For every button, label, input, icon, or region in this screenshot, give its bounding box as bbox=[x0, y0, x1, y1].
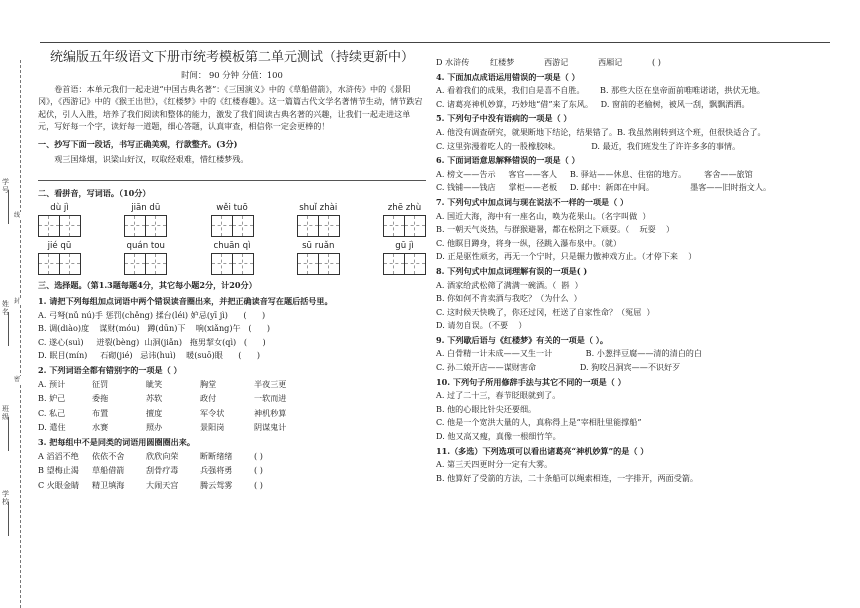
binding-label-name: 姓名 bbox=[2, 300, 9, 316]
character-box[interactable] bbox=[232, 253, 254, 275]
pinyin-group bbox=[38, 202, 81, 237]
character-box[interactable] bbox=[318, 215, 340, 237]
character-box[interactable] bbox=[145, 215, 167, 237]
copy-passage: 观三国烽烟，识梁山好汉，叹取经艰难，惜红楼梦残。 bbox=[54, 154, 249, 165]
q3-cell: D 水浒传 bbox=[436, 57, 470, 67]
q3-cell: ( ) bbox=[652, 57, 661, 67]
binding-blank-line bbox=[8, 502, 9, 536]
q3-cell: 大闹天宫 bbox=[146, 479, 179, 490]
pinyin-label: sū ruǎn bbox=[302, 241, 335, 252]
pinyin-group bbox=[124, 202, 167, 237]
q2-cell: 景阳岗 bbox=[200, 422, 225, 433]
question-4: 4. 下面加点成语运用错误的一项是（ ） bbox=[436, 71, 580, 82]
q3-cell: 精卫填海 bbox=[92, 479, 125, 490]
q2-option-row[interactable] bbox=[38, 421, 426, 434]
q2-cell: 半夜三更 bbox=[254, 378, 287, 389]
pinyin-group bbox=[383, 202, 426, 237]
q1-option[interactable]: B. 调(diào)度 谋财(móu) 蹲(dūn)下 响(xiǎng)午 ( ) bbox=[38, 323, 271, 334]
q3-cell: 腾云驾雾 bbox=[200, 479, 233, 490]
q2-cell: 擅度 bbox=[146, 407, 163, 418]
q2-cell: 政付 bbox=[200, 393, 217, 404]
section-3-title: 三、选择题。（第1.3题每题4分，其它每小题2分，计20分） bbox=[38, 280, 257, 291]
right-column bbox=[436, 56, 830, 485]
q2-option-row[interactable] bbox=[38, 392, 426, 405]
pinyin-label: jié qū bbox=[47, 241, 72, 252]
question-2: 2. 下列词语全都有错别字的一项是（ ） bbox=[38, 364, 182, 375]
q2-cell: 照办 bbox=[146, 422, 163, 433]
q3-cell: B 望梅止渴 bbox=[38, 465, 79, 476]
q3-option-row[interactable] bbox=[38, 464, 426, 477]
question-3: 3. 把每组中不是同类的词语用圆圈圈出来。 bbox=[38, 436, 195, 447]
q1-option[interactable]: A. 弓弩(nǔ nú)手 惩罚(chěng) 揉台(léi) 妒忌(yī jì) ( ) bbox=[38, 309, 266, 320]
binding-label-school: 学校 bbox=[2, 490, 9, 506]
question-5: 5. 下列句子中没有语病的一项是（ ） bbox=[436, 113, 572, 124]
question-10: 10. 下列句子所用修辞手法与其它不同的一项是（ ） bbox=[436, 376, 626, 387]
pinyin-group bbox=[124, 240, 167, 275]
q2-cell: B. 妒己 bbox=[38, 393, 66, 404]
pinyin-label: quán tou bbox=[126, 241, 165, 252]
q3-cell: 兵强将勇 bbox=[200, 465, 233, 476]
q2-cell: A. 预计 bbox=[38, 378, 66, 389]
q3-cell: 西游记 bbox=[544, 57, 569, 67]
binding-label-class: 班级 bbox=[2, 405, 9, 421]
question-11: 11.（多选）下列选项可以看出诸葛亮“神机妙算”的是（ ） bbox=[436, 445, 649, 456]
q4-option[interactable]: A. 看着我们的成果，我们自是喜不自胜。 B. 那些大臣在皇帝面前唯唯诺诺，拱伏无地。 bbox=[436, 85, 765, 96]
q2-cell: 眦笑 bbox=[146, 378, 163, 389]
pinyin-label: chuān qì bbox=[213, 241, 251, 252]
q10-option[interactable]: C. 他是一个宽洪大量的人，真称得上是“宰相肚里能撑船” bbox=[436, 417, 642, 428]
pinyin-group bbox=[211, 202, 254, 237]
q6-option[interactable]: A. 榜文——告示 客官——客人 B. 驿站——休息、住宿的地方。 客舍——旅馆 bbox=[436, 168, 753, 179]
q2-cell: 军令状 bbox=[200, 407, 225, 418]
character-box[interactable] bbox=[297, 215, 319, 237]
exam-title: 统编版五年级语文下册市统考模板第二单元测试（持续更新中） bbox=[49, 50, 414, 65]
binding-dashed-line bbox=[20, 60, 21, 608]
q7-option[interactable]: C. 他瞑目蹲身，将身一纵，径跳入瀑布泉中。（就） bbox=[436, 237, 622, 248]
q3-option-row[interactable] bbox=[38, 479, 426, 492]
character-box[interactable] bbox=[211, 215, 233, 237]
character-box[interactable] bbox=[404, 253, 426, 275]
question-7: 7. 下列句式中加点词与现在说法不一样的一项是（ ） bbox=[436, 196, 629, 207]
pinyin-row-2 bbox=[38, 240, 426, 275]
q3-cell: ( ) bbox=[254, 450, 263, 461]
q7-option[interactable]: D. 正是驱性顽劣，再无一个宁时，只是辗力傲神戏方止。（才停下来 ） bbox=[436, 251, 697, 262]
q3-option-row-d[interactable] bbox=[436, 56, 830, 69]
top-rule bbox=[40, 42, 830, 43]
character-box[interactable] bbox=[383, 215, 405, 237]
q11-option[interactable]: A. 第三天四更时分一定有大雾。 bbox=[436, 459, 553, 470]
writing-line[interactable] bbox=[38, 180, 426, 181]
q6-option[interactable]: C. 钱铺——钱店 掌柜——老板 D. 邮中：新郎在中间。 墨客——旧时指文人。 bbox=[436, 182, 772, 193]
q3-cell: C 火眼金睛 bbox=[38, 479, 80, 490]
q2-cell: 征罚 bbox=[92, 378, 109, 389]
q5-option[interactable]: A. 他没有调查研究，就果断地下结论，结果错了。B. 我虽然刚转到这个班，但很快适合了。 bbox=[436, 126, 766, 137]
binding-cut-mark: 密 bbox=[14, 376, 21, 383]
question-1: 1. 请把下列每组加点词语中两个错误读音圈出来，并把正确读音写在题后括号里。 bbox=[38, 296, 333, 306]
binding-blank-line bbox=[8, 417, 9, 451]
q7-option[interactable]: A. 国近大海，海中有一座名山，唤为花果山。（名字叫做 ） bbox=[436, 210, 651, 221]
q10-option[interactable]: B. 他的心眼比针尖还要细。 bbox=[436, 403, 537, 414]
q1-option[interactable]: C. 遂心(suì) 迸裂(bèng) 山洞(jiǎn) 拖男挈女(qì) ( ) bbox=[38, 336, 266, 347]
pinyin-label: shuǐ zhài bbox=[299, 203, 338, 214]
pinyin-row-1 bbox=[38, 202, 426, 237]
pinyin-label: gū jì bbox=[395, 241, 414, 252]
pinyin-group bbox=[38, 240, 81, 275]
binding-blank-line bbox=[8, 190, 9, 224]
q2-cell: D. 遣住 bbox=[38, 422, 66, 433]
q9-option[interactable]: C. 孙二娘开店——谋财害命 D. 狗咬吕洞宾——不识好歹 bbox=[436, 362, 681, 373]
q3-cell: 草船借箭 bbox=[92, 465, 125, 476]
pinyin-group bbox=[211, 240, 254, 275]
q3-cell: 断断绪绪 bbox=[200, 450, 233, 461]
pinyin-label: wěi tuō bbox=[216, 203, 248, 214]
q2-cell: 胸堂 bbox=[200, 378, 217, 389]
character-box[interactable] bbox=[232, 215, 254, 237]
pinyin-group bbox=[383, 240, 426, 275]
q3-cell: 欣欣向荣 bbox=[146, 450, 179, 461]
character-box[interactable] bbox=[38, 215, 60, 237]
exam-intro: 卷首语：本单元我们一起走进“中国古典名著”：《三国演义》中的《草船借箭》，水浒传》中的《景阳冈》，《西游记》中的《猴王出世》，《红楼梦》中的《红楼春趣》。这一篇篇古代文学名著情节生动，情节跌宕起伏，引人入胜，培养了我们阅读和整体的能力，激发了我们阅读古典名著的兴趣，让我们一起走进这单元，写好每一个字，读好每一道题，细心答题，认真审查，相信你一定会更棒的！ bbox=[38, 84, 423, 132]
q3-cell: A 滔滔不绝 bbox=[38, 450, 79, 461]
question-9: 9. 下列歇后语与《红楼梦》有关的一项是（ ）。 bbox=[436, 334, 608, 345]
binding-label-student-id: 学号 bbox=[2, 178, 9, 194]
question-8: 8. 下列句式中加点词理解有误的一项是( ) bbox=[436, 265, 588, 276]
character-box[interactable] bbox=[124, 253, 146, 275]
q8-option[interactable]: B. 你如何不肯卖酒与我吃？（为什么 ） bbox=[436, 293, 582, 304]
character-box[interactable] bbox=[211, 253, 233, 275]
pinyin-label: jiān dū bbox=[131, 203, 161, 214]
binding-cut-mark: 线 bbox=[14, 212, 21, 219]
pinyin-label: zhē zhù bbox=[387, 203, 422, 214]
character-box[interactable] bbox=[404, 215, 426, 237]
character-box[interactable] bbox=[59, 253, 81, 275]
character-box[interactable] bbox=[38, 253, 60, 275]
q10-option[interactable]: D. 他又高又瘦，真像一根细竹竿。 bbox=[436, 431, 561, 442]
q2-cell: 一软而进 bbox=[254, 393, 287, 404]
q8-option[interactable]: A. 酒家给武松筛了满满一碗酒。（ 斟 ） bbox=[436, 279, 583, 290]
question-6: 6. 下面词语意思解释错误的一项是（ ） bbox=[436, 155, 580, 166]
exam-meta: 时间： 90 分钟 分值：100 bbox=[181, 70, 283, 80]
q2-cell: 苏软 bbox=[146, 393, 163, 404]
character-box[interactable] bbox=[124, 215, 146, 237]
q2-option-row[interactable] bbox=[38, 407, 426, 420]
q8-option[interactable]: C. 这时候天快晚了，你还过冈，枉送了自家性命？（冤屈 ） bbox=[436, 306, 655, 317]
q1-option[interactable]: D. 眠目(mín) 石砌(jié) 忌讳(huì) 暖(suō)眼 ( ) bbox=[38, 350, 261, 361]
character-box[interactable] bbox=[318, 253, 340, 275]
q3-cell: 依依不舍 bbox=[92, 450, 125, 461]
q11-option[interactable]: B. 他算好了受箭的方法，二十条船可以绳索相连，一字排开，两面受箭。 bbox=[436, 472, 699, 483]
section-1-title: 一、抄写下面一段话，书写正确美观，行款整齐。(3分) bbox=[38, 138, 238, 149]
pinyin-label: dù jì bbox=[50, 203, 69, 214]
pinyin-group bbox=[297, 240, 340, 275]
q10-option[interactable]: A. 过了二十三，春节眨眼就到了。 bbox=[436, 390, 561, 401]
q3-cell: ( ) bbox=[254, 479, 263, 490]
binding-strip bbox=[0, 60, 32, 608]
q3-cell: 西厢记 bbox=[598, 57, 623, 67]
section-2-title: 二、看拼音，写词语。（10分） bbox=[38, 187, 151, 198]
q9-option[interactable]: A. 白骨精一计未成——又生一计 B. 小葱拌豆腐——清的清白的白 bbox=[436, 348, 702, 359]
q3-cell: 刮骨疗毒 bbox=[146, 465, 179, 476]
character-box[interactable] bbox=[383, 253, 405, 275]
q2-cell: 布置 bbox=[92, 407, 109, 418]
q2-cell: 神机秒算 bbox=[254, 407, 287, 418]
left-column bbox=[38, 50, 426, 493]
q3-cell: 红楼梦 bbox=[490, 57, 515, 67]
q4-option[interactable]: C. 诸葛亮神机妙算，巧妙地“借”来了东风。 D. 窗前的老榆树，被风一刮，飘飘洒洒。 bbox=[436, 98, 750, 109]
character-box[interactable] bbox=[297, 253, 319, 275]
binding-cut-mark: 封 bbox=[14, 298, 21, 305]
q2-cell: 水赛 bbox=[92, 422, 109, 433]
q8-option[interactable]: D. 请勿自误。（不要 ） bbox=[436, 320, 527, 331]
q7-option[interactable]: B. 一朝天气炎热，与群猴避暑，都在松阴之下顽耍。（ 玩耍 ） bbox=[436, 224, 675, 235]
q2-cell: 委拖 bbox=[92, 393, 109, 404]
q5-option[interactable]: C. 这里弥漫着吃人的一股橡胶味。 D. 最近，我们班发生了许许多多的事情。 bbox=[436, 140, 741, 151]
q2-option-row[interactable] bbox=[38, 378, 426, 391]
pinyin-group bbox=[297, 202, 340, 237]
q2-cell: C. 私己 bbox=[38, 407, 66, 418]
q3-cell: ( ) bbox=[254, 465, 263, 476]
character-box[interactable] bbox=[145, 253, 167, 275]
character-box[interactable] bbox=[59, 215, 81, 237]
binding-blank-line bbox=[8, 312, 9, 346]
q3-option-row[interactable] bbox=[38, 450, 426, 463]
q2-cell: 阴谋鬼计 bbox=[254, 422, 287, 433]
